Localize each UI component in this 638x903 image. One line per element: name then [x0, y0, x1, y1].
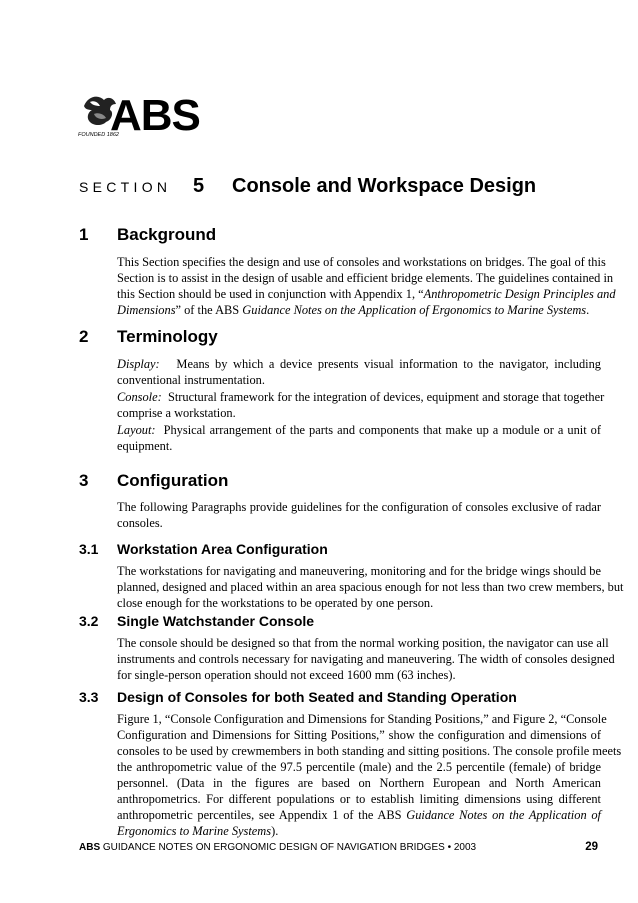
- text-span-italic: Anthropometric Design Principles and: [423, 287, 616, 301]
- text-line: The workstations for navigating and maneuvering, monitoring and for the bridge wings should be: [117, 564, 601, 578]
- text-line: for single-person operation should not exceed 1600 mm (63 inches).: [117, 668, 456, 682]
- text-line: [117, 807, 601, 823]
- text-line: This Section specifies the design and use of consoles and workstations on bridges. The goal of this: [117, 255, 606, 269]
- subheading-number: 3.3: [79, 689, 99, 705]
- text-line: conventional instrumentation.: [117, 373, 265, 387]
- section-title: Console and Workspace Design: [232, 175, 537, 197]
- text-line: Configuration and Dimensions for Sitting Positions,” show the configuration and dimensions of: [117, 728, 601, 742]
- text-line: [117, 286, 616, 302]
- paragraph-background: [117, 254, 616, 318]
- section-number: 5: [193, 175, 205, 197]
- abs-logo: [78, 92, 218, 152]
- subheading-number: 3.2: [79, 613, 99, 629]
- text-line: [117, 356, 601, 372]
- heading-number: 2: [79, 327, 89, 346]
- text-line: equipment.: [117, 439, 173, 453]
- page-number: 29: [585, 841, 598, 853]
- text-line: The following Paragraphs provide guidelines for the configuration of consoles exclusive of radar: [117, 500, 601, 514]
- subheading-single-watchstander: Single Watchstander Console: [117, 613, 315, 629]
- paragraph-workstation-area: [117, 563, 624, 611]
- text-line: [117, 422, 601, 438]
- paragraph-configuration: [117, 499, 601, 531]
- term-label: Layout:: [117, 423, 156, 437]
- text-span: ).: [271, 824, 279, 838]
- subheading-workstation-area: Workstation Area Configuration: [117, 541, 328, 557]
- text-line: personnel. (Data in the figures are based on Northern European and North American: [117, 776, 601, 790]
- heading-configuration: Configuration: [117, 471, 229, 490]
- term-label: Display:: [117, 357, 160, 371]
- page-footer: [79, 842, 601, 854]
- text-line: consoles to be used by crewmembers in both standing and sitting positions. The console profile meets: [117, 744, 622, 758]
- text-line: [117, 823, 601, 839]
- heading-number: 1: [79, 225, 89, 244]
- heading-background: Background: [117, 225, 217, 244]
- text-span: anthropometric percentiles, see Appendix 1 of the ABS: [117, 808, 407, 822]
- text-line: planned, designed and placed within an area spacious enough for not less than two crew members, but: [117, 580, 624, 594]
- text-span: Means by which a device presents visual information to the navigator, including: [176, 357, 602, 371]
- text-line: close enough for the workstations to be operated by one person.: [117, 596, 434, 610]
- definition-layout: [117, 422, 601, 454]
- text-line: Figure 1, “Console Configuration and Dimensions for Standing Positions,” and Figure 2, “Console: [117, 712, 607, 726]
- text-line: [117, 389, 605, 405]
- text-span: this Section should be used in conjunction with Appendix 1, “: [117, 287, 424, 301]
- text-span-italic: Guidance Notes on the Application of: [406, 808, 601, 822]
- text-line: The console should be designed so that from the normal working position, the navigator can use all: [117, 636, 609, 650]
- text-span-italic: Dimensions: [117, 303, 176, 317]
- text-span: .: [586, 303, 590, 317]
- subheading-number: 3.1: [79, 541, 99, 557]
- subheading-seated-standing: Design of Consoles for both Seated and Standing Operation: [117, 689, 517, 705]
- text-line: comprise a workstation.: [117, 406, 236, 420]
- footer-brand: ABS: [79, 842, 101, 853]
- definition-console: [117, 389, 605, 421]
- text-span-italic: Guidance Notes on the Application of Ergonomics to Marine Systems: [242, 303, 587, 317]
- heading-number: 3: [79, 471, 89, 490]
- text-line: instruments and controls necessary for navigating and maneuvering. The width of consoles designed: [117, 652, 615, 666]
- paragraph-seated-standing: [117, 711, 622, 839]
- text-line: anthropometrics. For different populations or to establish limiting dimensions using different: [117, 792, 601, 806]
- text-span-italic: Ergonomics to Marine Systems: [117, 824, 272, 838]
- text-line: [117, 302, 601, 318]
- logo-wordmark: ABS: [110, 91, 200, 140]
- text-span: ” of the ABS: [175, 303, 243, 317]
- text-line: the anthropometric value of the 97.5 percentile (male) and the 2.5 percentile (female) of bridge: [117, 760, 601, 774]
- definition-display: [117, 356, 601, 388]
- logo-founded-text: FOUNDED 1862: [78, 132, 119, 138]
- paragraph-single-watchstander: [117, 635, 615, 683]
- term-label: Console:: [117, 390, 162, 404]
- section-label: SECTION: [79, 179, 172, 195]
- text-line: Section is to assist in the design of usable and efficient bridge elements. The guidelines contained in: [117, 271, 614, 285]
- text-span: Structural framework for the integration of devices, equipment and storage that together: [167, 390, 605, 404]
- text-line: consoles.: [117, 516, 163, 530]
- footer-title: GUIDANCE NOTES ON ERGONOMIC DESIGN OF NAVIGATION BRIDGES • 2003: [100, 842, 477, 853]
- heading-terminology: Terminology: [117, 327, 218, 346]
- text-span: Physical arrangement of the parts and components that make up a module or a unit of: [163, 423, 601, 437]
